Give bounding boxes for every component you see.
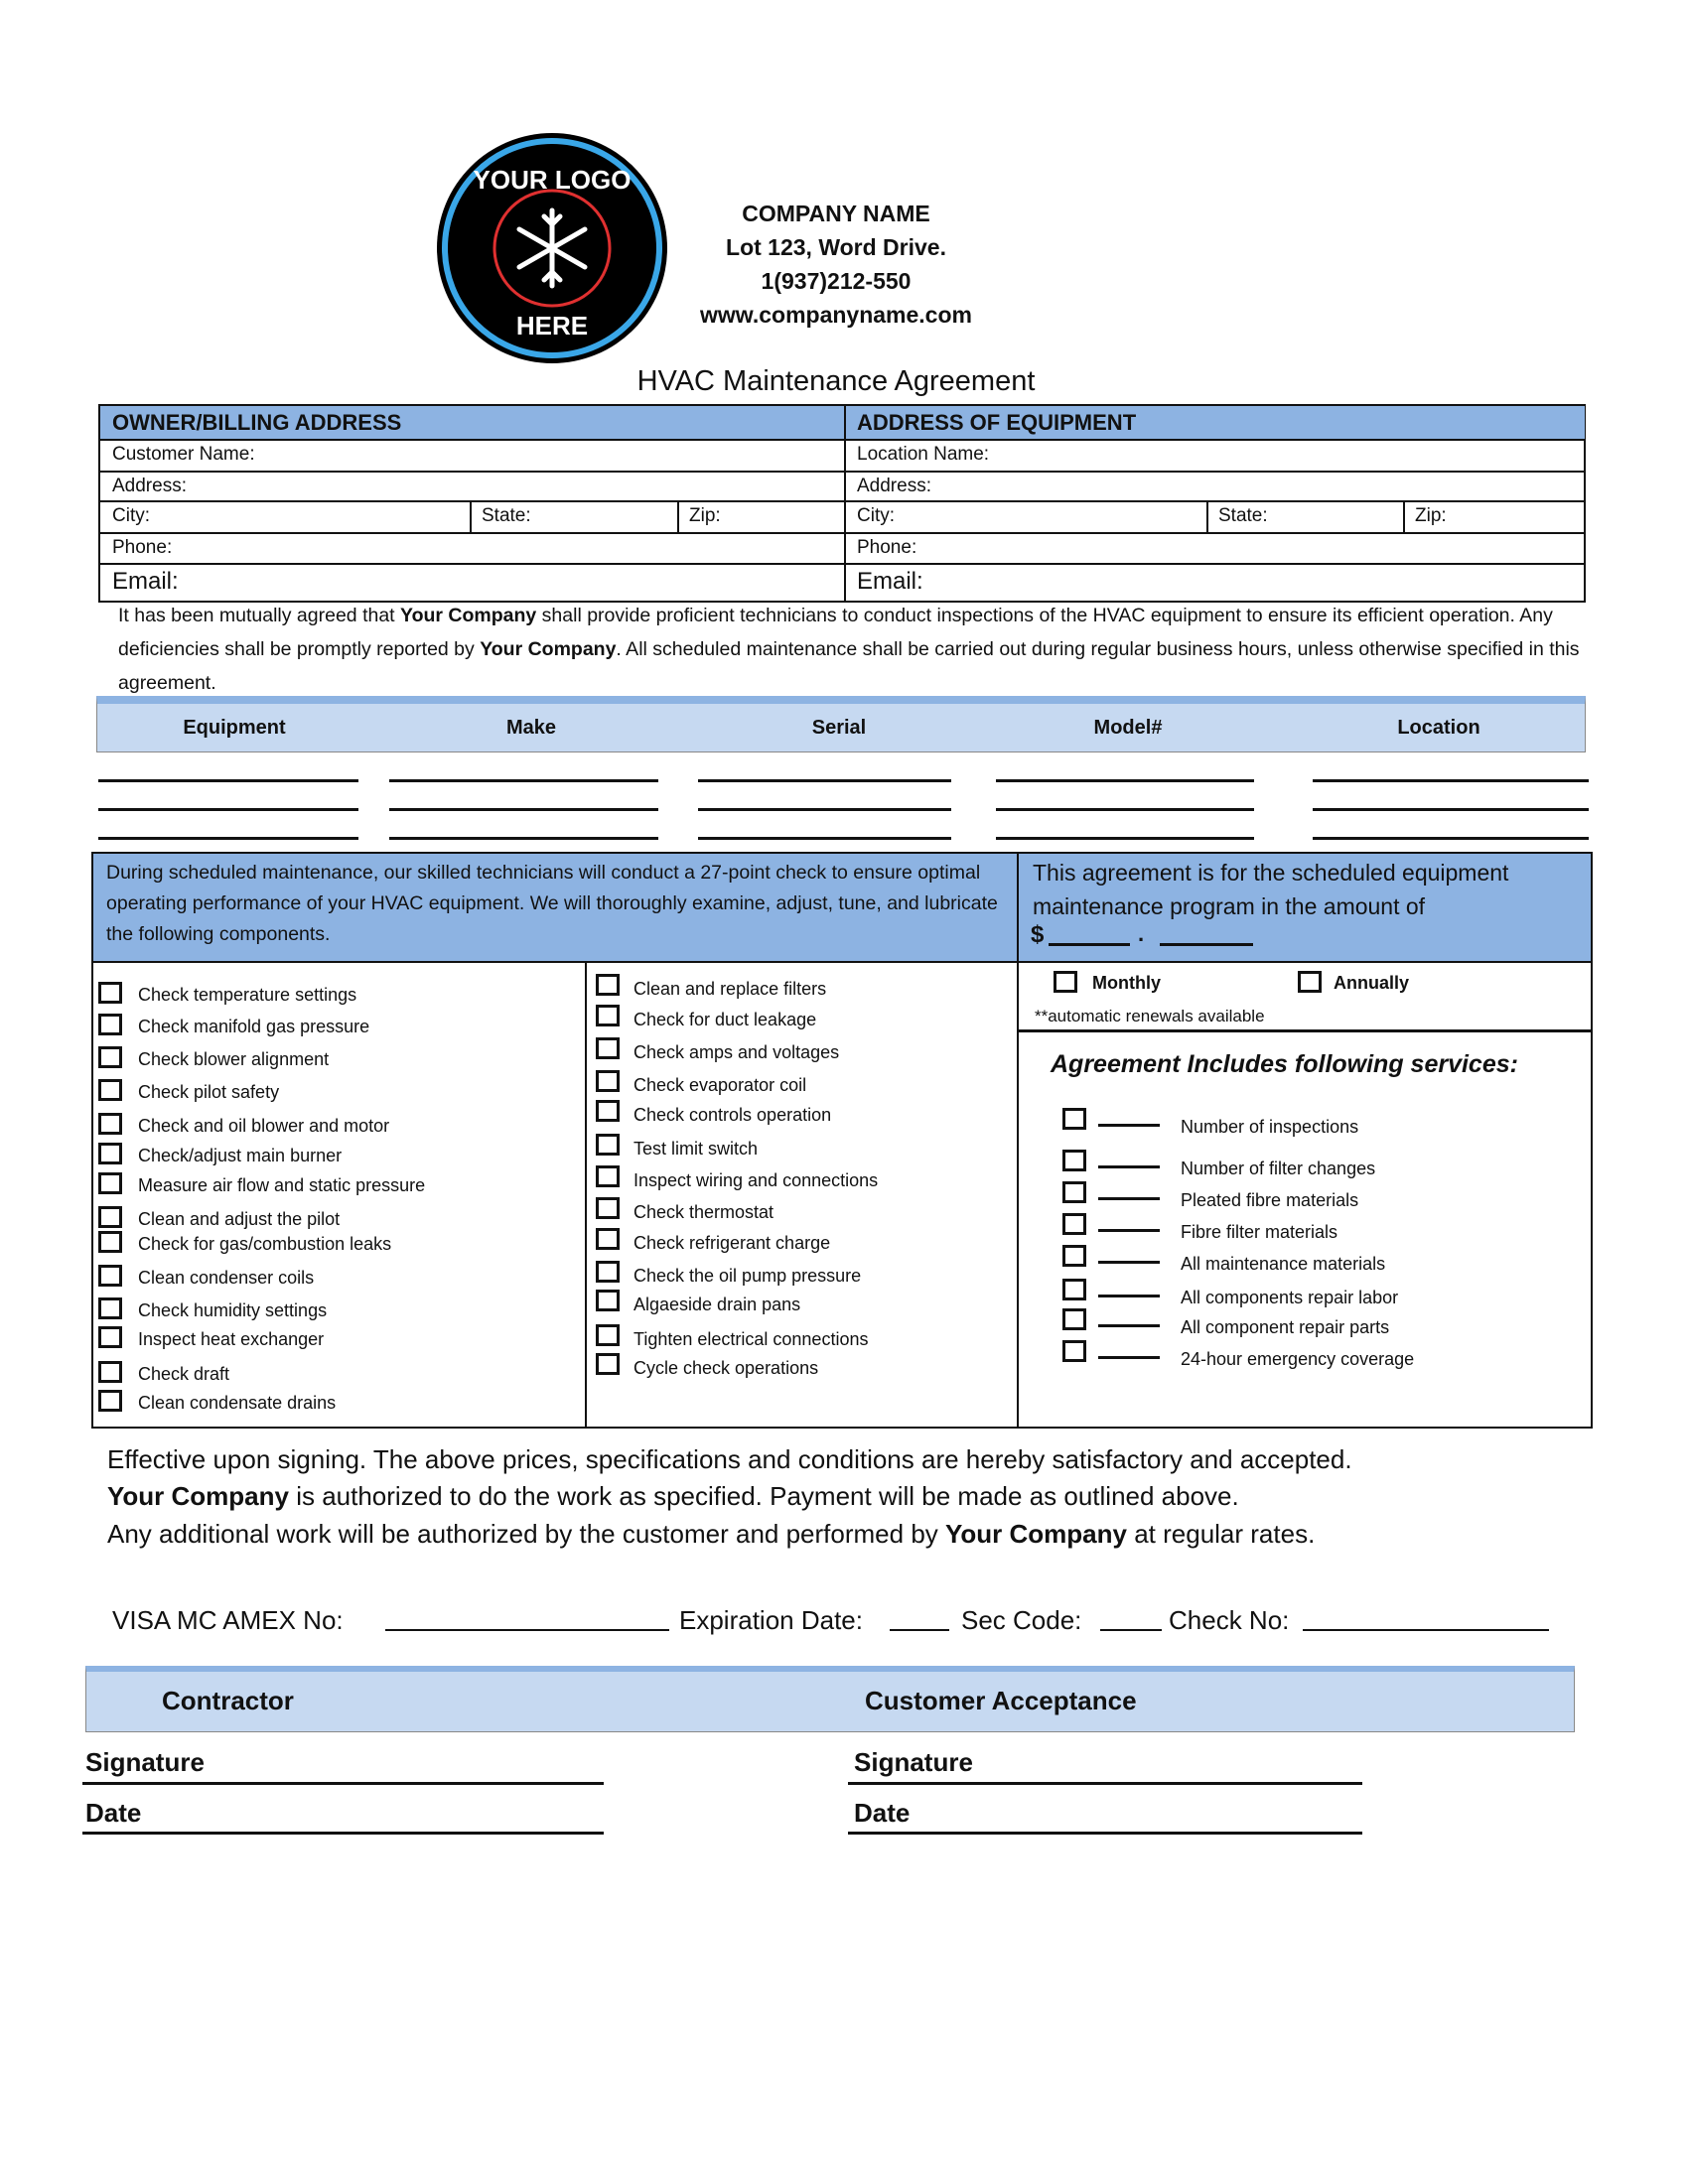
service-item-label: Number of filter changes xyxy=(1181,1159,1376,1178)
check-no-label: Check No: xyxy=(1169,1605,1290,1635)
checklist-item-label: Check draft xyxy=(138,1364,230,1384)
equipment-entry-line[interactable] xyxy=(1313,837,1589,840)
decimal-point: . xyxy=(1138,921,1145,946)
checklist-checkbox[interactable] xyxy=(98,1297,122,1319)
section-divider xyxy=(1017,852,1019,1429)
checklist-item-label: Cycle check operations xyxy=(633,1358,819,1378)
checklist-item-label: Check evaporator coil xyxy=(633,1075,807,1095)
service-item-label: Pleated fibre materials xyxy=(1181,1190,1359,1210)
divider xyxy=(1017,1029,1593,1032)
column-header-equipment: Equipment xyxy=(183,717,286,739)
owner-city-field[interactable]: City: xyxy=(100,502,470,534)
checklist-item-label: Test limit switch xyxy=(633,1139,759,1159)
checklist-item-label: Check for gas/combustion leaks xyxy=(138,1234,392,1254)
contractor-label: Contractor xyxy=(162,1686,294,1715)
sec-code-label: Sec Code: xyxy=(961,1605,1082,1635)
customer-acceptance-label: Customer Acceptance xyxy=(865,1686,1137,1715)
company-ref: Your Company xyxy=(480,638,617,660)
checklist-item-label: Clean condenser coils xyxy=(138,1268,315,1288)
checklist-item-label: Check temperature settings xyxy=(138,985,357,1005)
company-ref: Your Company xyxy=(945,1519,1127,1549)
checklist-item-label: Clean condensate drains xyxy=(138,1393,337,1413)
equipment-entry-line[interactable] xyxy=(98,808,358,811)
checklist-item-label: Inspect heat exchanger xyxy=(138,1329,325,1349)
company-ref: Your Company xyxy=(107,1481,289,1511)
company-logo xyxy=(435,131,669,365)
checklist-item-label: Algaeside drain pans xyxy=(633,1295,801,1314)
owner-header: OWNER/BILLING ADDRESS xyxy=(100,406,845,441)
column-header-model: Model# xyxy=(1093,717,1163,739)
service-quantity-field[interactable] xyxy=(1098,1324,1160,1327)
service-quantity-field[interactable] xyxy=(1098,1261,1160,1264)
equipment-city-field[interactable]: City: xyxy=(845,502,1206,534)
checklist-checkbox[interactable] xyxy=(596,1197,620,1219)
equipment-entry-line[interactable] xyxy=(98,837,358,840)
checklist-checkbox[interactable] xyxy=(596,1005,620,1026)
checklist-item-label: Tighten electrical connections xyxy=(633,1329,869,1349)
checklist-item-label: Check the oil pump pressure xyxy=(633,1266,862,1286)
equipment-entry-line[interactable] xyxy=(996,808,1254,811)
amount-cents-field[interactable] xyxy=(1160,943,1253,946)
equipment-state-field[interactable]: State: xyxy=(1206,502,1403,534)
terms-text: is authorized to do the work as specified. Payment will be made as outlined above. xyxy=(288,1481,1239,1511)
checklist-item-label: Check and oil blower and motor xyxy=(138,1116,390,1136)
monthly-checkbox[interactable] xyxy=(1054,971,1077,993)
service-item-label: 24-hour emergency coverage xyxy=(1181,1349,1415,1369)
service-checkbox[interactable] xyxy=(1062,1340,1086,1362)
column-header-location: Location xyxy=(1397,717,1480,739)
checklist-item-label: Check refrigerant charge xyxy=(633,1233,831,1253)
equipment-email-field[interactable]: Email: xyxy=(857,568,923,595)
service-quantity-field[interactable] xyxy=(1098,1295,1160,1297)
service-checkbox[interactable] xyxy=(1062,1245,1086,1267)
customer-signature-label: Signature xyxy=(854,1747,973,1777)
checklist-intro: During scheduled maintenance, our skilled technicians will conduct a 27-point check to ensure optimal operating performance of your HVAC equipment. We will thoroughly examine, adjust, tune, and lubricate the following components. xyxy=(106,862,998,945)
contractor-signature-label: Signature xyxy=(85,1747,205,1777)
checklist-checkbox[interactable] xyxy=(596,1070,620,1092)
agreement-paragraph xyxy=(118,599,1588,700)
equipment-address-field[interactable]: Address: xyxy=(845,473,1585,502)
checklist-checkbox[interactable] xyxy=(98,1113,122,1135)
equipment-entry-line[interactable] xyxy=(389,837,658,840)
checklist-checkbox[interactable] xyxy=(98,1172,122,1194)
checklist-checkbox[interactable] xyxy=(596,1037,620,1059)
equipment-entry-line[interactable] xyxy=(389,808,658,811)
company-address: Lot 123, Word Drive. xyxy=(726,234,946,260)
service-quantity-field[interactable] xyxy=(1098,1124,1160,1127)
checklist-checkbox[interactable] xyxy=(98,1079,122,1101)
card-number-field[interactable] xyxy=(385,1629,669,1631)
equipment-entry-line[interactable] xyxy=(389,779,658,782)
cell-divider xyxy=(470,502,472,534)
checklist-item-label: Clean and adjust the pilot xyxy=(138,1209,341,1229)
contractor-signature-field[interactable] xyxy=(82,1782,604,1785)
service-checkbox[interactable] xyxy=(1062,1308,1086,1330)
checklist-item-label: Measure air flow and static pressure xyxy=(138,1175,426,1195)
checklist-item-label: Clean and replace filters xyxy=(633,979,827,999)
service-quantity-field[interactable] xyxy=(1098,1197,1160,1200)
checklist-checkbox[interactable] xyxy=(596,1261,620,1283)
owner-state-field[interactable]: State: xyxy=(470,502,677,534)
customer-signature-field[interactable] xyxy=(848,1782,1362,1785)
checklist-checkbox[interactable] xyxy=(98,982,122,1004)
service-item-label: Fibre filter materials xyxy=(1181,1222,1338,1242)
service-item-label: All maintenance materials xyxy=(1181,1254,1386,1274)
column-header-serial: Serial xyxy=(811,717,867,739)
customer-date-label: Date xyxy=(854,1798,911,1828)
para-text: . All scheduled maintenance shall be carried out during regular business hours, unless otherwise specified in this agreement. xyxy=(118,638,1580,694)
checklist-item-label: Check amps and voltages xyxy=(633,1042,840,1062)
checklist-item-label: Check thermostat xyxy=(633,1202,774,1222)
monthly-label: Monthly xyxy=(1092,973,1161,993)
checklist-item-label: Check manifold gas pressure xyxy=(138,1017,370,1036)
equipment-entry-line[interactable] xyxy=(1313,779,1589,782)
checklist-item-label: Check controls operation xyxy=(633,1105,832,1125)
terms-line-1: Effective upon signing. The above prices, specifications and conditions are hereby satisfactory and accepted. xyxy=(107,1444,1352,1474)
services-title: Agreement Includes following services: xyxy=(1051,1050,1518,1078)
checklist-checkbox[interactable] xyxy=(98,1231,122,1253)
owner-address-field[interactable]: Address: xyxy=(100,473,845,502)
terms-line-2 xyxy=(107,1481,1239,1512)
owner-email-field[interactable]: Email: xyxy=(112,568,179,595)
checklist-checkbox[interactable] xyxy=(98,1014,122,1035)
service-item-label: Number of inspections xyxy=(1181,1117,1359,1137)
sec-code-field[interactable] xyxy=(1100,1629,1162,1631)
checklist-item-label: Check for duct leakage xyxy=(633,1010,817,1029)
service-quantity-field[interactable] xyxy=(1098,1356,1160,1359)
equipment-entry-line[interactable] xyxy=(996,837,1254,840)
service-quantity-field[interactable] xyxy=(1098,1165,1160,1168)
terms-line-3 xyxy=(107,1519,1315,1550)
checklist-checkbox[interactable] xyxy=(98,1265,122,1287)
signature-header-band xyxy=(85,1666,1575,1732)
card-label: VISA MC AMEX No: xyxy=(112,1605,344,1635)
checklist-checkbox[interactable] xyxy=(596,1228,620,1250)
checklist-checkbox[interactable] xyxy=(596,1290,620,1311)
service-checkbox[interactable] xyxy=(1062,1108,1086,1130)
equipment-phone-field[interactable]: Phone: xyxy=(845,534,1585,565)
checklist-checkbox[interactable] xyxy=(98,1046,122,1068)
cell-divider xyxy=(677,502,679,534)
service-quantity-field[interactable] xyxy=(1098,1229,1160,1232)
cell-divider xyxy=(1206,502,1208,534)
equipment-entry-line[interactable] xyxy=(996,779,1254,782)
svg-text:YOUR LOGO: YOUR LOGO xyxy=(473,165,632,195)
para-text: It has been mutually agreed that xyxy=(118,605,401,626)
service-checkbox[interactable] xyxy=(1062,1150,1086,1171)
terms-text: Any additional work will be authorized by the customer and performed by xyxy=(107,1519,945,1549)
check-no-field[interactable] xyxy=(1303,1629,1549,1631)
equipment-entry-line[interactable] xyxy=(698,837,951,840)
service-checkbox[interactable] xyxy=(1062,1279,1086,1300)
contractor-date-field[interactable] xyxy=(82,1832,604,1835)
checklist-checkbox[interactable] xyxy=(596,1100,620,1122)
column-divider xyxy=(585,963,587,1429)
equipment-zip-field[interactable]: Zip: xyxy=(1403,502,1585,534)
checklist-checkbox[interactable] xyxy=(98,1390,122,1412)
checklist-checkbox[interactable] xyxy=(98,1206,122,1228)
owner-phone-field[interactable]: Phone: xyxy=(100,534,845,565)
company-website: www.companyname.com xyxy=(700,302,972,328)
amount-dollars-field[interactable] xyxy=(1049,943,1130,946)
contractor-date-label: Date xyxy=(85,1798,142,1828)
amount-text: This agreement is for the scheduled equipment maintenance program in the amount of xyxy=(1033,860,1509,919)
checklist-checkbox[interactable] xyxy=(596,1324,620,1346)
terms-text: at regular rates. xyxy=(1126,1519,1316,1549)
checklist-checkbox[interactable] xyxy=(596,1353,620,1375)
annually-label: Annually xyxy=(1334,973,1410,993)
location-name-field[interactable]: Location Name: xyxy=(845,441,1585,473)
company-phone: 1(937)212-550 xyxy=(761,268,912,294)
page-title: HVAC Maintenance Agreement xyxy=(636,365,1036,397)
checklist-item-label: Check blower alignment xyxy=(138,1049,330,1069)
column-header-make: Make xyxy=(505,717,557,739)
checklist-checkbox[interactable] xyxy=(98,1326,122,1348)
checklist-checkbox[interactable] xyxy=(596,1134,620,1156)
checklist-item-label: Check/adjust main burner xyxy=(138,1146,343,1165)
cell-divider xyxy=(1403,502,1405,534)
checklist-item-label: Inspect wiring and connections xyxy=(633,1170,879,1190)
annually-checkbox[interactable] xyxy=(1298,971,1322,993)
service-checkbox[interactable] xyxy=(1062,1181,1086,1203)
service-item-label: All component repair parts xyxy=(1181,1317,1390,1337)
currency-symbol: $ xyxy=(1031,921,1045,948)
company-name: COMPANY NAME xyxy=(742,201,930,226)
equipment-entry-line[interactable] xyxy=(98,779,358,782)
expiration-label: Expiration Date: xyxy=(679,1605,863,1635)
checklist-item-label: Check pilot safety xyxy=(138,1082,280,1102)
checklist-checkbox[interactable] xyxy=(596,974,620,996)
equipment-entry-line[interactable] xyxy=(698,808,951,811)
svg-text:HERE: HERE xyxy=(515,311,589,341)
expiration-field[interactable] xyxy=(890,1629,949,1631)
owner-zip-field[interactable]: Zip: xyxy=(677,502,845,534)
checklist-checkbox[interactable] xyxy=(596,1165,620,1187)
customer-name-field[interactable]: Customer Name: xyxy=(100,441,845,473)
renewals-note: **automatic renewals available xyxy=(1035,1007,1265,1025)
service-checkbox[interactable] xyxy=(1062,1213,1086,1235)
equipment-entry-line[interactable] xyxy=(698,779,951,782)
equipment-address-header: ADDRESS OF EQUIPMENT xyxy=(845,406,1585,441)
checklist-checkbox[interactable] xyxy=(98,1361,122,1383)
address-table xyxy=(98,404,1586,603)
customer-date-field[interactable] xyxy=(848,1832,1362,1835)
para-text: shall provide proficient technicians to conduct inspections of the HVAC equipment to ensure its efficient operation. Any deficiencies shall be promptly reported by xyxy=(118,605,1553,660)
company-ref: Your Company xyxy=(400,605,537,626)
column-divider xyxy=(844,406,846,601)
checklist-item-label: Check humidity settings xyxy=(138,1300,328,1320)
equipment-entry-line[interactable] xyxy=(1313,808,1589,811)
checklist-checkbox[interactable] xyxy=(98,1143,122,1164)
service-item-label: All components repair labor xyxy=(1181,1288,1399,1307)
